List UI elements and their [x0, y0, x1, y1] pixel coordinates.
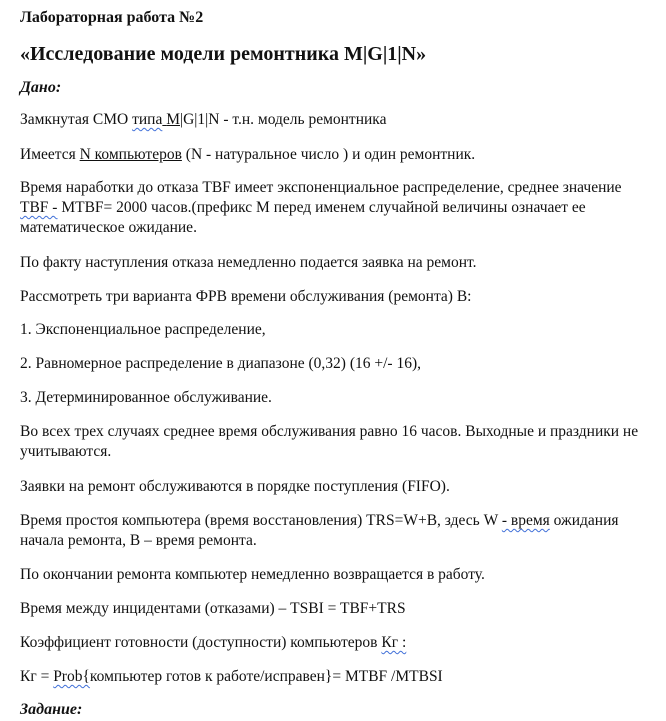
paragraph-downtime-line-2: начала ремонта, B – время ремонта. — [20, 532, 257, 549]
paragraph-return-to-work: По окончании ремонта компьютер немедленно возвращается в работу. — [20, 566, 485, 583]
text-fragment: MTBF= 2000 часов.(префикс M перед именем случайной величины означает ее — [57, 199, 586, 216]
text-fragment: |G|1|N - т.н. модель ремонтника — [180, 111, 387, 128]
underlined-term-prob: Prob{ — [53, 668, 90, 685]
underlined-term-m: M — [166, 111, 180, 128]
text-fragment: Кг = — [20, 668, 54, 685]
paragraph-availability — [20, 633, 406, 652]
lab-title: Лабораторная работа №2 — [20, 9, 204, 26]
underlined-term-kg: Кг : — [381, 634, 407, 651]
paragraph-computers — [20, 145, 475, 164]
text-fragment: (N - натуральное число ) и один ремонтник. — [181, 146, 476, 163]
paragraph-tbf-line-3: математическое ожидание. — [20, 219, 197, 236]
underlined-term-tbf: TBF - — [20, 199, 58, 216]
paragraph-downtime-line-1 — [20, 511, 619, 530]
text-fragment: Имеется — [20, 146, 80, 163]
paragraph-tbf-line-1: Время наработки до отказа TBF имеет экспоненциальное распределение, среднее значение — [20, 179, 622, 196]
given-heading: Дано: — [20, 79, 62, 96]
text-fragment: Коэффициент готовности (доступности) компьютеров — [20, 634, 382, 651]
underlined-term-computers: N компьютеров — [79, 146, 182, 163]
paragraph-fifo: Заявки на ремонт обслуживаются в порядке поступления (FIFO). — [20, 478, 450, 495]
task-heading: Задание: — [20, 701, 83, 718]
paragraph-kg-formula — [20, 667, 443, 686]
paragraph-smo-type — [20, 110, 386, 129]
list-item-exponential: 1. Экспоненциальное распределение, — [20, 321, 266, 338]
paragraph-mean-service-line-1: Во всех трех случаях среднее время обслуживания равно 16 часов. Выходные и праздники не — [20, 423, 639, 440]
list-item-uniform: 2. Равномерное распределение в диапазоне (0,32) (16 +/- 16), — [20, 355, 421, 372]
paragraph-mean-service-line-2: учитываются. — [20, 443, 112, 460]
paragraph-failure-request: По факту наступления отказа немедленно подается заявка на ремонт. — [20, 254, 477, 271]
list-item-deterministic: 3. Детерминированное обслуживание. — [20, 389, 272, 406]
paragraph-service-variants: Рассмотреть три варианта ФРВ времени обслуживания (ремонта) B: — [20, 288, 472, 305]
paragraph-tsbi: Время между инцидентами (отказами) – TSBI = TBF+TRS — [20, 600, 406, 617]
text-fragment: Замкнутая СМО — [20, 111, 133, 128]
underlined-term-type: типа — [132, 111, 163, 128]
main-title: «Исследование модели ремонтника M|G|1|N» — [20, 43, 427, 65]
text-fragment: ожидания — [549, 512, 619, 529]
text-fragment: Время простоя компьютера (время восстановления) TRS=W+B, здесь W — [20, 512, 502, 529]
paragraph-tbf-line-2 — [20, 198, 586, 217]
text-fragment: компьютер готов к работе/исправен}= MTBF /MTBSI — [89, 668, 443, 685]
underlined-term-wait: - время — [501, 512, 550, 529]
